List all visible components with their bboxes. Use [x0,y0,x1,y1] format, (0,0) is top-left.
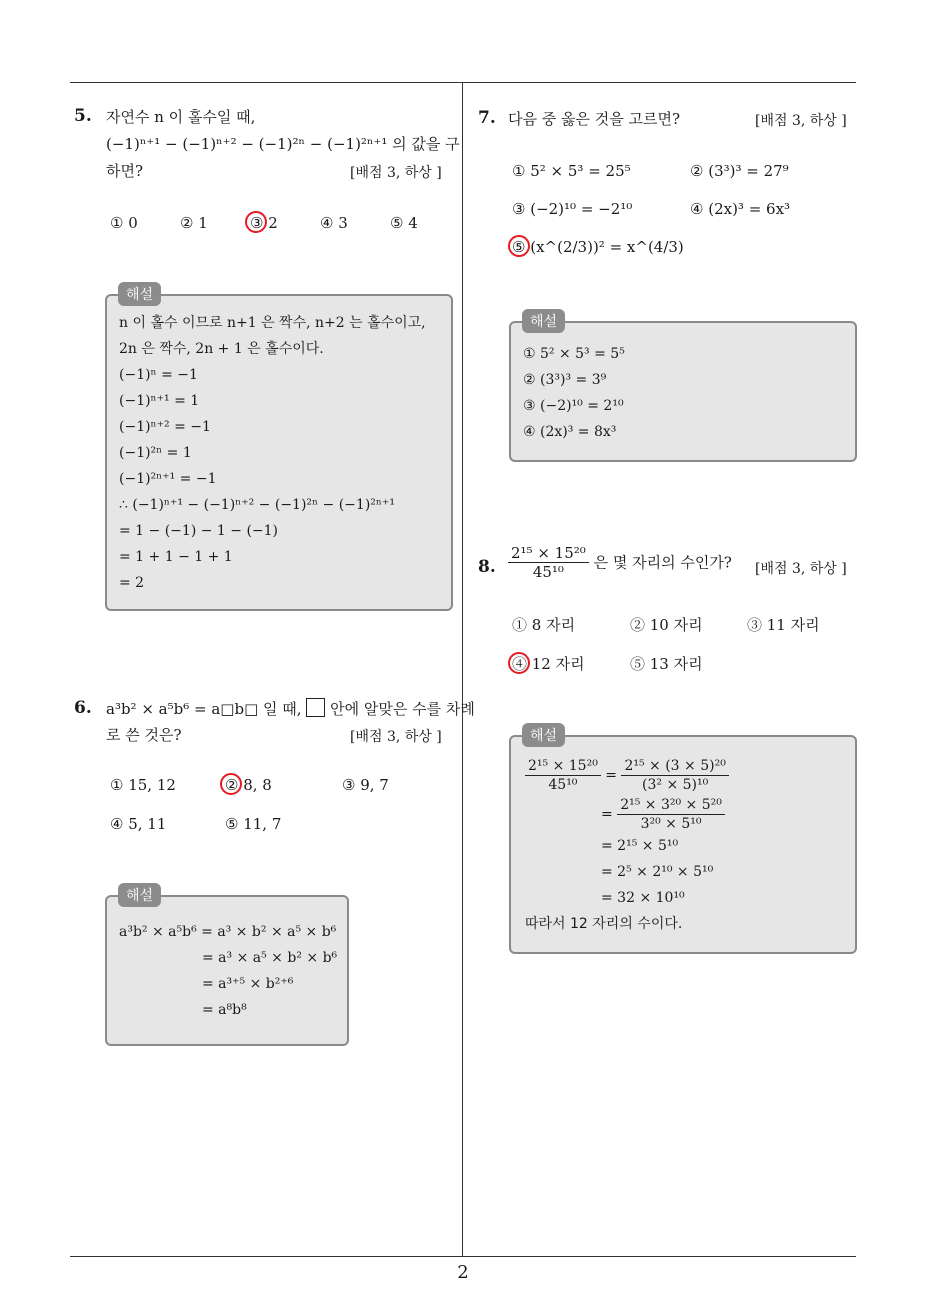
q6-number: 6. [74,698,92,718]
q6-line2: 로 쓴 것은? [106,726,182,744]
q6-sol-line: a³b² × a⁵b⁶ = a³ × b² × a⁵ × b⁶ [119,924,337,940]
q5-sol-line: (−1)ⁿ = −1 [119,367,198,383]
q7-choice-4[interactable]: ④ (2x)³ = 6x³ [690,200,791,218]
q5-solution-label: 해설 [118,282,161,306]
q7-sol-line: ③ (−2)¹⁰ = 2¹⁰ [523,398,624,414]
q5-choice-1[interactable]: ① 0 [110,214,138,232]
q7-solution-box [509,321,857,462]
q7-sol-line: ② (3³)³ = 3⁹ [523,372,607,388]
q6-score: [배점 3, 하상 ] [350,729,442,745]
q5-line1: 자연수 n 이 홀수일 때, [106,108,256,126]
q5-line3: 하면? [106,162,144,180]
q6-choice-4[interactable]: ④ 5, 11 [110,815,167,833]
q7-choice-5[interactable]: ⑤ (x^(2/3))² = x^(4/3) [512,238,684,256]
q6-solution-box [105,895,349,1046]
q7-sol-line: ④ (2x)³ = 8x³ [523,424,617,440]
q8-sol-conclusion: 따라서 12 자리의 수이다. [525,916,683,932]
q5-sol-line: (−1)ⁿ⁺¹ = 1 [119,393,200,409]
q6-sol-line: = a⁸b⁸ [202,1002,247,1018]
q6-solution-label: 해설 [118,883,161,907]
q5-choice-4[interactable]: ④ 3 [320,214,348,232]
q8-sol-line: = 2¹⁵ × 5¹⁰ [601,838,679,854]
q7-number: 7. [478,108,496,128]
q6-choice-2[interactable]: ② 8, 8 [225,776,272,794]
q8-solution-box [509,735,857,954]
q7-sol-line: ① 5² × 5³ = 5⁵ [523,346,625,362]
q8-fraction: $\frac{\text{2¹⁵ × 15²⁰}}{\text{45¹⁰}}$ [508,544,589,581]
q5-choice-3[interactable]: ③ 2 [250,214,278,232]
q6-line1-rest: 안에 알맞은 수를 차례 [330,700,475,718]
q5-solution-box [105,294,453,611]
q6-choice-5[interactable]: ⑤ 11, 7 [225,815,282,833]
q6-answer-circle [220,773,242,795]
q7-line1: 다음 중 옳은 것을 고르면? [508,110,681,128]
blank-box-icon [306,698,325,717]
q8-solution-label: 해설 [522,723,565,747]
q5-answer-circle [245,211,267,233]
q5-sol-line: ∴ (−1)ⁿ⁺¹ − (−1)ⁿ⁺² − (−1)²ⁿ − (−1)²ⁿ⁺¹ [119,497,395,513]
q6-choice-1[interactable]: ① 15, 12 [110,776,176,794]
q6-line1 [106,696,475,722]
q8-choice-3[interactable]: ③ 11 자리 [747,616,820,634]
q7-choice-2[interactable]: ② (3³)³ = 27⁹ [690,162,789,180]
q6-equation: a³b² × a⁵b⁶ = a□b□ 일 때, [106,700,302,718]
q8-line1 [508,544,732,581]
q8-choice-4[interactable]: ④ 12 자리 [512,655,585,673]
q5-choice-2[interactable]: ② 1 [180,214,208,232]
q5-sol-line: (−1)ⁿ⁺² = −1 [119,419,211,435]
q5-sol-line: 2n 은 짝수, 2n + 1 은 홀수이다. [119,341,324,357]
q8-sol-line: = 2⁵ × 2¹⁰ × 5¹⁰ [601,864,714,880]
q5-score: [배점 3, 하상 ] [350,165,442,181]
q8-answer-circle [508,652,530,674]
q8-sol-step1: $\frac{\text{2¹⁵ × 15²⁰}}{\text{45¹⁰}}$ = $\frac{\text{2¹⁵ × (3 × 5)²⁰}}{\text{(3² × 5)¹⁰}}$ [525,757,729,794]
q5-expression: (−1)ⁿ⁺¹ − (−1)ⁿ⁺² − (−1)²ⁿ − (−1)²ⁿ⁺¹ 의 값을 구 [106,135,460,153]
bottom-rule [70,1256,856,1257]
q8-score: [배점 3, 하상 ] [755,561,847,577]
q6-sol-line: = a³ × a⁵ × b² × b⁶ [202,950,338,966]
q7-solution-label: 해설 [522,309,565,333]
q8-sol-line: = 32 × 10¹⁰ [601,890,685,906]
top-rule [70,82,856,83]
q8-choice-1[interactable]: ① 8 자리 [512,616,576,634]
q7-choice-3[interactable]: ③ (−2)¹⁰ = −2¹⁰ [512,200,633,218]
q7-choice-1[interactable]: ① 5² × 5³ = 25⁵ [512,162,631,180]
q8-sol-step2: = $\frac{\text{2¹⁵ × 3²⁰ × 5²⁰}}{\text{3²⁰ × 5¹⁰}}$ [525,796,729,833]
q5-sol-line: = 2 [119,575,145,591]
q8-question-text: 은 몇 자리의 수인가? [593,553,732,572]
q6-choice-3[interactable]: ③ 9, 7 [342,776,389,794]
q6-sol-line: = a³⁺⁵ × b²⁺⁶ [202,976,294,992]
q5-sol-line: n 이 홀수 이므로 n+1 은 짝수, n+2 는 홀수이고, [119,315,426,331]
q5-number: 5. [74,106,92,126]
q5-sol-line: (−1)²ⁿ = 1 [119,445,192,461]
q8-number: 8. [478,557,496,577]
q7-score: [배점 3, 하상 ] [755,113,847,129]
q8-choice-5[interactable]: ⑤ 13 자리 [630,655,703,673]
q8-choice-2[interactable]: ② 10 자리 [630,616,703,634]
q5-sol-line: = 1 − (−1) − 1 − (−1) [119,523,279,539]
column-divider [462,83,463,1257]
q5-choice-5[interactable]: ⑤ 4 [390,214,418,232]
q7-answer-circle [508,235,530,257]
page-number: 2 [457,1262,469,1283]
q5-sol-line: (−1)²ⁿ⁺¹ = −1 [119,471,217,487]
q5-sol-line: = 1 + 1 − 1 + 1 [119,549,233,565]
